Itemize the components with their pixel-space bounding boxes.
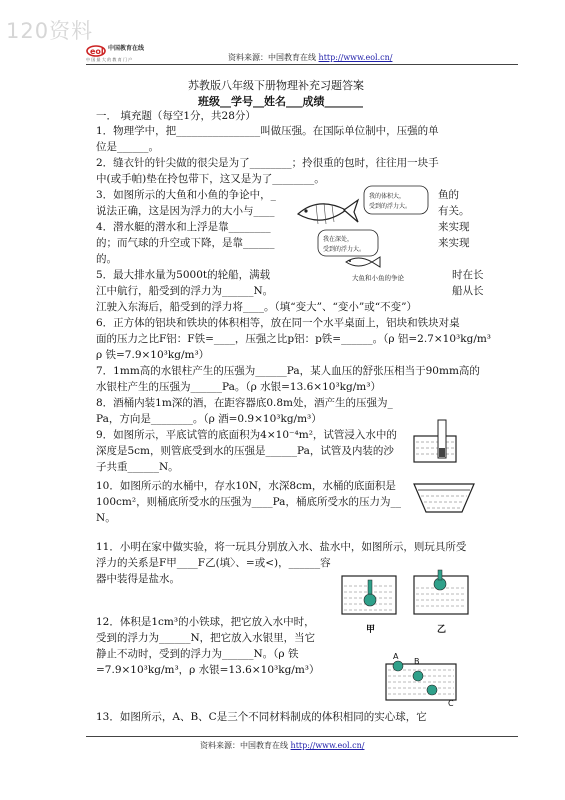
text-line: 1．物理学中，把________________叫做压强。在国际单位制中，压强的单 <box>96 125 439 137</box>
bubble-text: 我的体积大， <box>369 193 406 200</box>
label-jia: 甲 <box>366 625 376 635</box>
text-line: 的；而气球的升空或下降，是靠______ <box>96 237 275 249</box>
svg-text:eol: eol <box>90 47 104 56</box>
text-line: 中(或手帕)垫在拎包带下，这又是为了________。 <box>96 173 325 185</box>
text-line: 6．正方体的铝块和铁块的体积相等，放在同一个水平桌面上，铝块和铁块对桌 <box>96 317 460 329</box>
label-a: A <box>393 652 399 661</box>
text-line: 器中装得是盐水。 <box>96 573 180 585</box>
text-line: 100cm²，则桶底所受水的压强为____Pa，桶底所受水的压力为__ <box>96 496 401 508</box>
page-header <box>228 52 392 63</box>
bubble-text: 受到的浮力大。 <box>323 246 366 253</box>
eol-logo <box>86 42 176 66</box>
ball-a <box>393 661 403 671</box>
text-line: 9．如图所示，平底试管的底面积为4×10⁻⁴m²，试管浸入水中的 <box>96 429 397 441</box>
eol-logo-icon <box>86 44 110 58</box>
ball-c <box>427 685 437 695</box>
class-info-line: 班级__学号__姓名___成绩_______ <box>198 95 363 108</box>
text-line: N。 <box>96 512 116 524</box>
watermark-text: 120资料 <box>6 19 94 43</box>
text-line: 的。 <box>96 253 117 265</box>
speech-bubble-small <box>318 230 378 256</box>
text-line: 11．小明在家中做实验，将一玩具分别放入水、盐水中，如图所示，则玩具所受 <box>96 541 467 553</box>
ball-b <box>413 671 423 681</box>
footer-url-link[interactable]: http://www.eol.cn/ <box>290 741 365 750</box>
container-yi <box>414 570 468 614</box>
big-fish-icon <box>298 200 358 224</box>
text-line: 2．缝衣针的针尖做的很尖是为了________；拎很重的包时，往往用一块手 <box>96 157 439 169</box>
small-fish-icon <box>346 257 380 267</box>
text-line: 7．1mm高的水银柱产生的压强为______Pa，某人血压的舒张压相当于90mm高的 <box>96 365 480 377</box>
label-c: C <box>448 699 454 708</box>
text-line: =7.9×10³kg/m³，ρ 水银=13.6×10³kg/m³） <box>96 664 320 676</box>
container-jia <box>342 576 396 614</box>
text-line: 12．体积是1cm³的小铁球，把它放入水中时， <box>96 616 315 628</box>
text-line: 10．如图所示的水桶中，存水10N，水深8cm，水桶的底面积是 <box>96 480 396 492</box>
text-line: 江中航行，船受到的浮力为______N。 <box>96 285 274 297</box>
header-url-link[interactable]: http://www.eol.cn/ <box>318 53 393 62</box>
header-source: 资料来源：中国教育在线 <box>228 53 319 62</box>
footer-rule <box>86 736 518 737</box>
text-line: 深度是5cm，则管底受到水的压强是______Pa，试管及内装的沙 <box>96 445 394 457</box>
text-line: 浮力的关系是F甲____F乙(填〉、=或<)，______容 <box>96 557 331 569</box>
toy-ball <box>364 594 376 606</box>
text-line-right: 船从长 <box>452 285 484 297</box>
fish-debate-figure <box>288 184 434 284</box>
bubble-text: 受到的浮力大。 <box>369 203 412 210</box>
text-line: 受到的浮力为______N，把它放入水银里，当它 <box>96 632 316 644</box>
text-line: 水银柱产生的压强为______Pa。（ρ 水银=13.6×10³kg/m³） <box>96 381 381 393</box>
label-b: B <box>414 657 420 666</box>
text-line: ρ 铁=7.9×10³kg/m³） <box>96 349 210 361</box>
text-line: 说法正确，这是因为浮力的大小与____ <box>96 205 275 217</box>
logo-slogan: 中 国 最 大 的 教 育 门 户 <box>86 57 133 62</box>
footer-source: 资料来源：中国教育在线 <box>200 741 291 750</box>
label-yi: 乙 <box>437 625 447 635</box>
text-line: 江驶入东海后，船受到的浮力将____。（填“变大”、“变小”或“不变”） <box>96 301 417 313</box>
sand-fill <box>439 448 445 457</box>
document-title: 苏教版八年级下册物理补充习题答案 <box>188 79 364 92</box>
fish-figure-caption: 大鱼和小鱼的争论 <box>352 274 404 282</box>
text-line: 位是______。 <box>96 141 159 153</box>
text-line: 8．酒桶内装1m深的酒，在距容器底0.8m处，酒产生的压强为_ <box>96 397 393 409</box>
text-line-right: 有关。 <box>438 205 470 217</box>
text-line: 5．最大排水量为5000t的轮船，满载 <box>96 269 271 281</box>
header-rule <box>86 64 518 65</box>
text-line: 面的压力之比F铝：F铁=____，压强之比p铝：p铁=______。（ρ 铝=2.7×10³kg/m³ <box>96 333 492 345</box>
text-line: 4．潜水艇的潜水和上浮是靠________ <box>96 221 271 233</box>
text-line-right: 鱼的 <box>438 189 459 201</box>
speech-bubble-big <box>364 186 428 214</box>
bucket-figure <box>412 480 476 514</box>
text-line-right: 来实现 <box>438 237 470 249</box>
bubble-text: 我在深处， <box>323 236 354 243</box>
page-footer <box>200 740 364 751</box>
containers-figure <box>340 568 472 638</box>
text-line: 13．如图所示，A、B、C是三个不同材料制成的体积相同的实心球，它 <box>96 711 427 723</box>
text-line: 子共重______N。 <box>96 461 179 473</box>
abc-balls-figure <box>382 650 464 708</box>
text-line: 3．如图所示的大鱼和小鱼的争论中，_ <box>96 189 276 201</box>
section-heading: 一． 填充题（每空1分，共28分） <box>96 110 256 122</box>
test-tube-figure <box>412 418 460 466</box>
text-line-right: 时在长 <box>452 269 484 281</box>
text-line: Pa，方向是________。（ρ 酒=0.9×10³kg/m³） <box>96 413 322 425</box>
logo-brand: 中国教育在线 <box>108 45 145 52</box>
text-line: 静止不动时，受到的浮力为______N。（ρ 铁 <box>96 648 299 660</box>
text-line-right: 来实现 <box>438 221 470 233</box>
